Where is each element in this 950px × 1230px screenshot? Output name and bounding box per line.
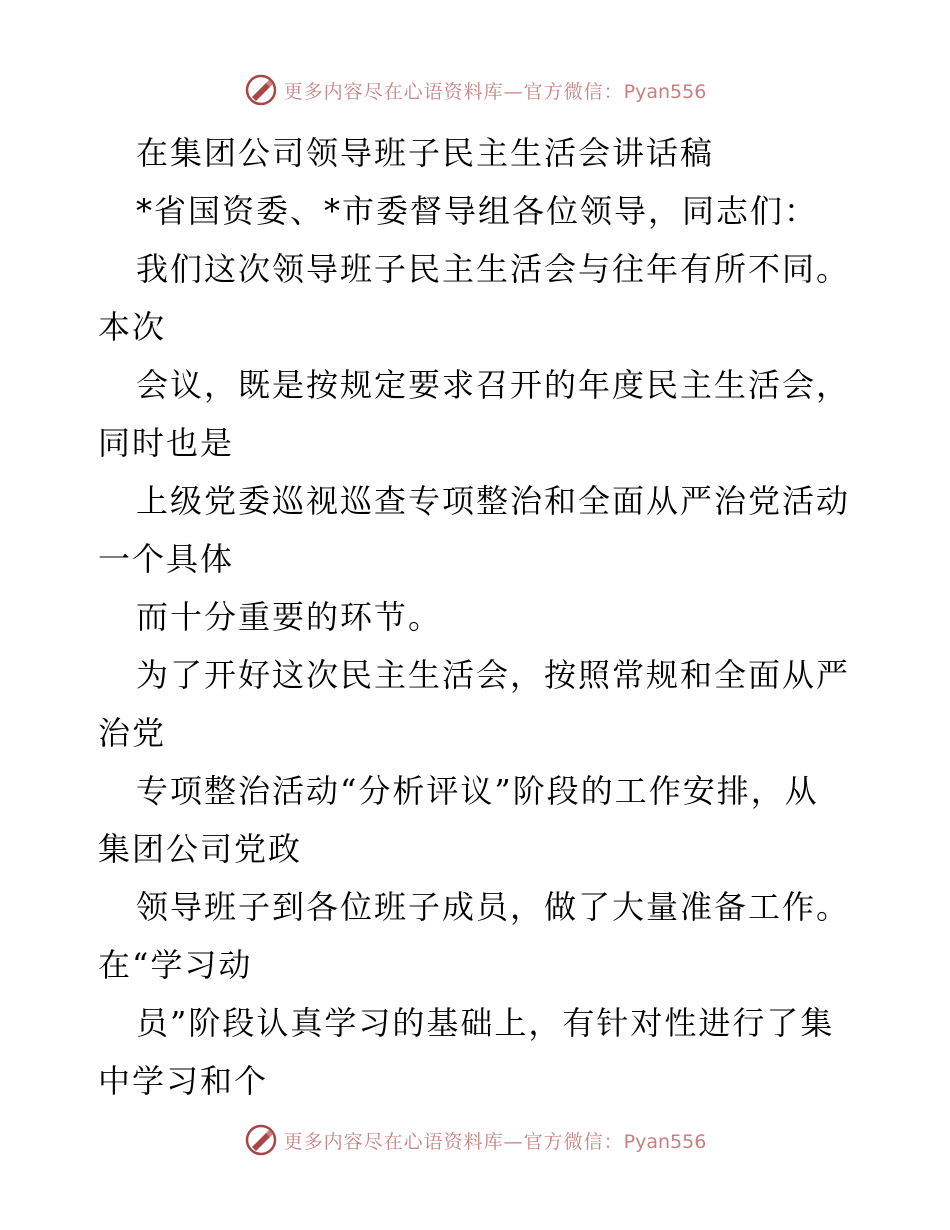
text-line: 在“学习动 xyxy=(98,946,253,984)
watermark-text: 更多内容尽在心语资料库—官方微信：Pyan556 xyxy=(283,1130,707,1153)
pen-logo-icon xyxy=(244,1123,278,1157)
text-line: 上级党委巡视巡查专项整治和全面从严治党活动 xyxy=(136,482,851,520)
text-line: 同时也是 xyxy=(98,424,235,462)
text-line: 员”阶段认真学习的基础上，有针对性进行了集 xyxy=(136,1004,835,1042)
text-line: 治党 xyxy=(98,714,167,752)
text-line: 专项整治活动“分析评议”阶段的工作安排，从 xyxy=(136,772,819,810)
watermark-text: 更多内容尽在心语资料库—官方微信：Pyan556 xyxy=(283,80,707,103)
text-line: 我们这次领导班子民主生活会与往年有所不同。 xyxy=(136,250,851,288)
header-watermark xyxy=(0,70,950,110)
text-line: 而十分重要的环节。 xyxy=(136,598,443,636)
text-line: 本次 xyxy=(98,308,167,346)
text-line: 会议，既是按规定要求召开的年度民主生活会， xyxy=(136,366,851,404)
footer-watermark xyxy=(0,1120,950,1160)
text-line: 集团公司党政 xyxy=(98,830,303,868)
text-line: 领导班子到各位班子成员，做了大量准备工作。 xyxy=(136,888,851,926)
text-line: 为了开好这次民主生活会，按照常规和全面从严 xyxy=(136,656,851,694)
text-line: *省国资委、*市委督导组各位领导，同志们： xyxy=(136,192,819,230)
text-line: 一个具体 xyxy=(98,540,235,578)
text-line: 中学习和个 xyxy=(98,1062,269,1100)
document-body xyxy=(98,124,858,1110)
pen-logo-icon xyxy=(244,73,278,107)
text-line: 在集团公司领导班子民主生活会讲话稿 xyxy=(136,134,715,172)
